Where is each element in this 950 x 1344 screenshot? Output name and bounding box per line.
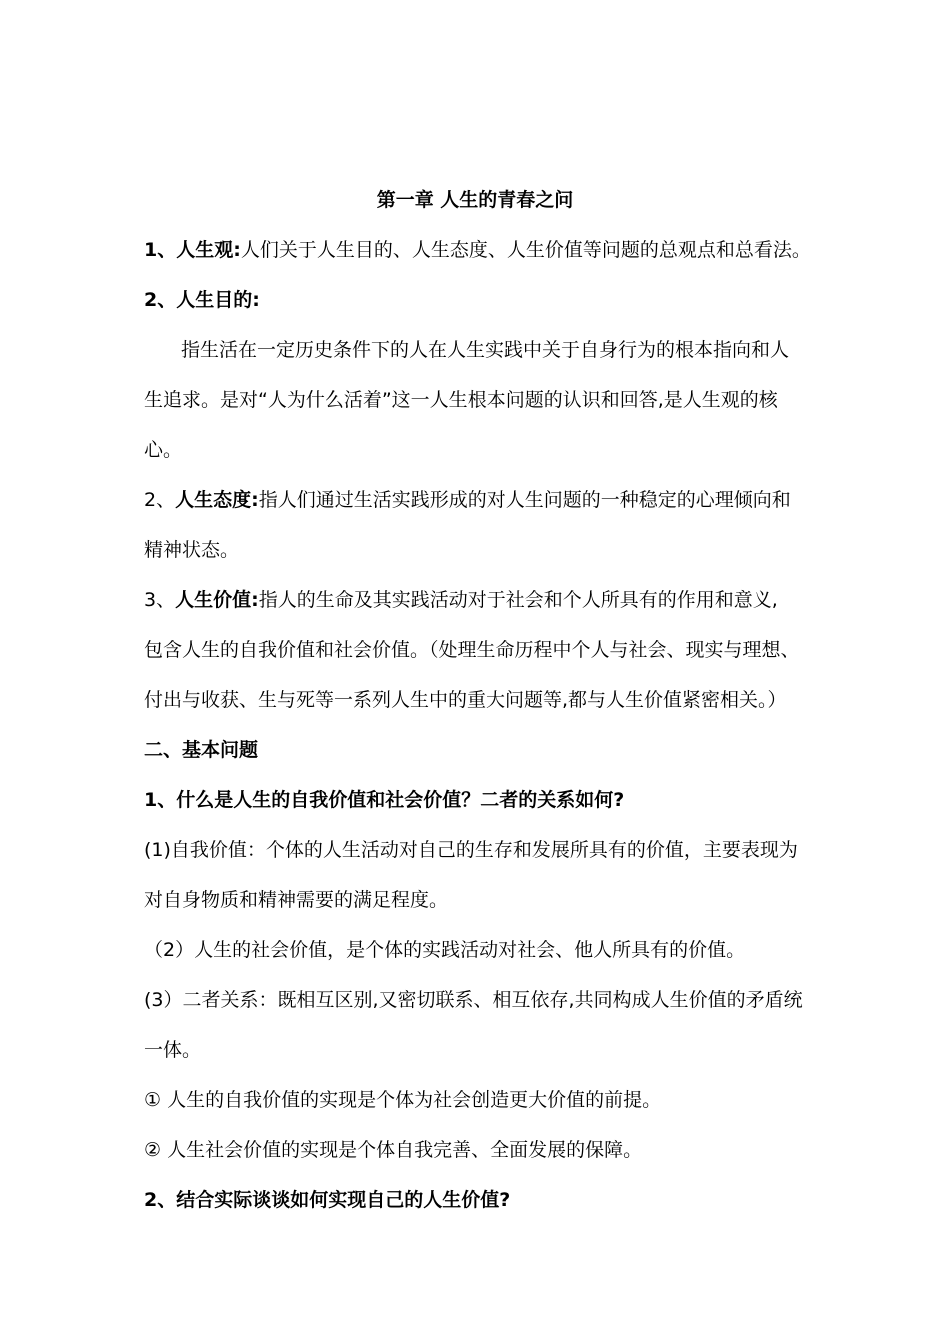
point-item: ① 人生的自我价值的实现是个体为社会创造更大价值的前提。	[144, 1089, 662, 1111]
paragraph-line: 一体。	[144, 1039, 202, 1061]
definition-life-view	[144, 238, 811, 262]
term-label: 人生价值:	[175, 589, 259, 611]
paragraph-line: 心。	[144, 439, 183, 461]
question-heading: 2、结合实际谈谈如何实现自己的人生价值?	[144, 1189, 511, 1211]
paragraph-line: 包含人生的自我价值和社会价值。（处理生命历程中个人与社会、现实与理想、	[144, 639, 800, 661]
paragraph-line: 对自身物质和精神需要的满足程度。	[144, 889, 449, 911]
paragraph-line: 付出与收获、生与死等一系列人生中的重大问题等,都与人生价值紧密相关。）	[144, 689, 787, 711]
paragraph-line: 指生活在一定历史条件下的人在人生实践中关于自身行为的根本指向和人	[181, 339, 790, 361]
paragraph-line: 精神状态。	[144, 539, 240, 561]
question-heading: 1、什么是人生的自我价值和社会价值？二者的关系如何?	[144, 789, 625, 811]
term-label: 1、人生观:	[144, 239, 241, 261]
definition-text: 人们关于人生目的、人生态度、人生价值等问题的总观点和总看法。	[240, 239, 811, 261]
paragraph-line: (1)自我价值：个体的人生活动对自己的生存和发展所具有的价值，主要表现为	[144, 839, 798, 861]
definition-text: 指人们通过生活实践形成的对人生问题的一种稳定的心理倾向和	[258, 489, 791, 511]
chapter-title: 第一章 人生的青春之问	[376, 189, 574, 211]
definition-life-value	[144, 588, 778, 612]
paragraph-line: 生追求。是对“人为什么活着”这一人生根本问题的认识和回答,是人生观的核	[144, 389, 778, 411]
definition-text: 指人的生命及其实践活动对于社会和个人所具有的作用和意义,	[258, 589, 778, 611]
point-item: ② 人生社会价值的实现是个体自我完善、全面发展的保障。	[144, 1139, 643, 1161]
section-heading: 二、基本问题	[144, 739, 259, 761]
term-label: 人生态度:	[175, 489, 259, 511]
definition-life-attitude	[144, 488, 791, 512]
paragraph-line: （2）人生的社会价值，是个体的实践活动对社会、他人所具有的价值。	[144, 939, 746, 961]
item-number: 2、	[144, 489, 176, 511]
paragraph-line: (3）二者关系：既相互区别,又密切联系、相互依存,共同构成人生价值的矛盾统	[144, 989, 803, 1011]
item-number: 3、	[144, 589, 176, 611]
term-life-purpose: 2、人生目的:	[144, 289, 260, 311]
